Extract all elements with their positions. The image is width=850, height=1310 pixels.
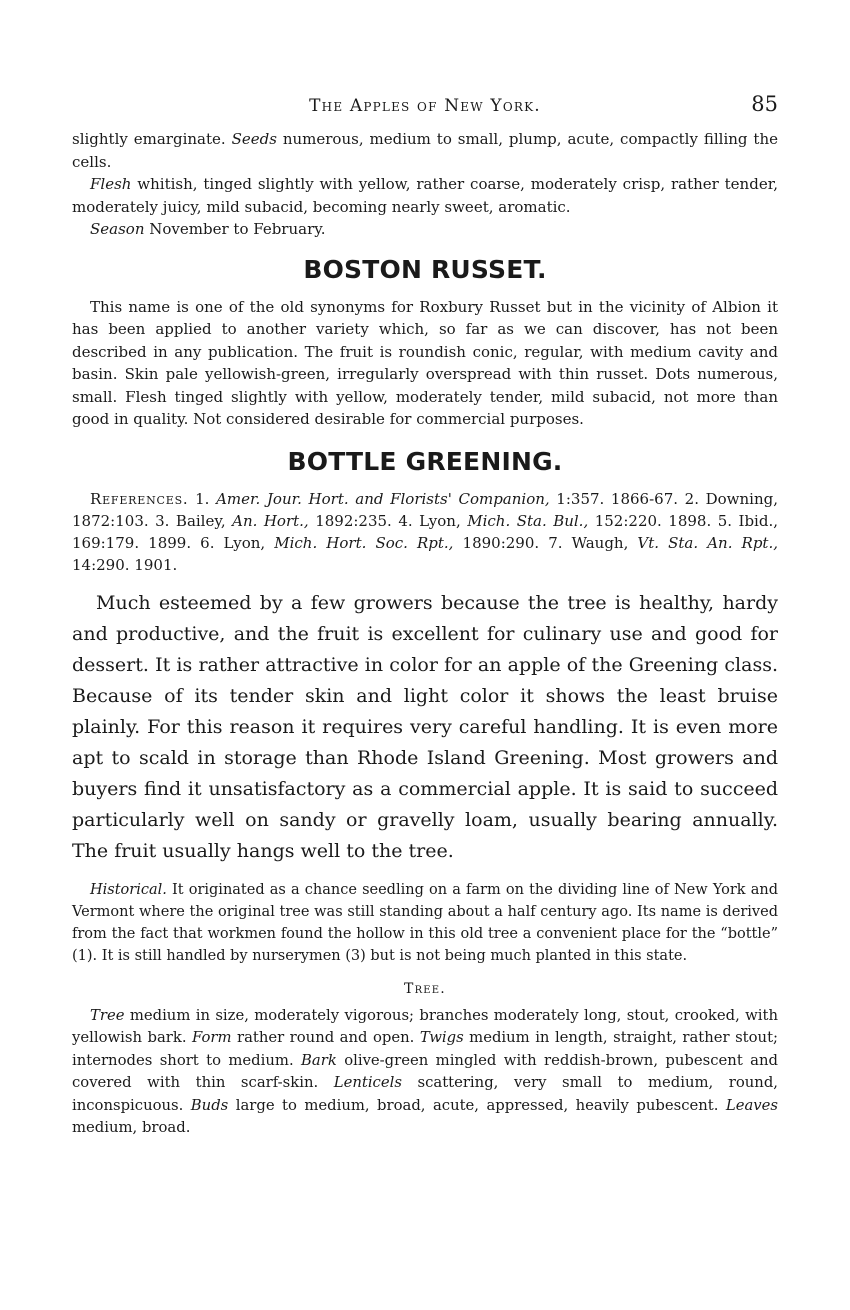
historical-label: Historical. [90, 881, 167, 898]
text-run: rather round and open. [231, 1029, 420, 1046]
bottle-greening-heading: BOTTLE GREENING. [287, 446, 563, 476]
text-run: It originated as a chance seedling on a farm on the dividing line of New York and Vermont where the original tree was still standing about a half century ago. Its name is derived from the fact that workmen found the hollow in this old tree a convenient place for the “bottle” (1). It is still handled by nurserymen (3) but is not being much planted in this state. [72, 881, 778, 964]
text-run: 7. Waugh, [548, 533, 638, 552]
flesh-paragraph [72, 173, 778, 218]
text-run: 2. Downing, 1872:103. [72, 489, 778, 530]
keyword-seeds: Seeds [231, 130, 277, 148]
running-title: The Apples of New York. [309, 96, 541, 116]
page-number: 85 [751, 92, 778, 116]
text-run: numerous, medium to small, plump, acute, compactly filling the cells. [72, 130, 779, 171]
text-run: 5. Ibid., 169:179. 1899. [72, 511, 778, 552]
keyword-bark: Bark [301, 1051, 337, 1069]
boston-russet-paragraph: This name is one of the old synonyms for Roxbury Russet but in the vicinity of Albion it has been applied to another variety which, so far as we can discover, has not been described in any publication. The fruit is roundish conic, regular, with medium cavity and basin. Skin pale yellowish-green, irregularly overspread with thin russet. Dots numerous, small. Flesh tinged slightly with yellow, moderately tender, mild subacid, not more than good in quality. Not considered desirable for commercial purposes. [72, 297, 778, 428]
continued-seeds-paragraph [72, 128, 778, 173]
text-run: large to medium, broad, acute, appressed, heavily pubescent. [228, 1096, 726, 1114]
text-run: November to February. [144, 220, 326, 238]
text-run: whitish, tinged slightly with yellow, rather coarse, moderately crisp, rather tender, moderately juicy, mild subacid, becoming nearly sweet, aromatic. [72, 175, 778, 216]
keyword-form: Form [192, 1029, 232, 1046]
keyword-leaves: Leaves [725, 1096, 778, 1114]
tree-paragraph [72, 1005, 778, 1140]
keyword-lenticels: Lenticels [333, 1074, 402, 1091]
historical-paragraph [72, 879, 778, 967]
boston-russet-heading: BOSTON RUSSET. [303, 254, 547, 284]
season-paragraph [72, 218, 778, 241]
text-run: 152:220. 1898. [588, 511, 718, 530]
text-run: 6. Lyon, [200, 533, 275, 552]
reference-source: Mich. Hort. Soc. Rpt., [274, 533, 454, 552]
reference-source: Amer. Jour. Hort. and Florists' Companion, [216, 489, 550, 508]
reference-source: Vt. Sta. An. Rpt., [637, 533, 778, 552]
keyword-buds: Buds [190, 1096, 229, 1114]
text-run: medium in length, straight, rather stout; internodes short to medium. [72, 1029, 778, 1069]
text-run: 14:290. 1901. [72, 555, 178, 574]
reference-source: Mich. Sta. Bul., [467, 511, 589, 530]
book-page [72, 92, 778, 1140]
text-run: 1. [188, 489, 217, 508]
tree-subheading: Tree. [404, 980, 446, 997]
text-run: slightly emarginate. [72, 130, 232, 148]
text-run: medium, broad. [72, 1119, 191, 1136]
references-label: References. [90, 489, 189, 508]
references-paragraph [72, 488, 778, 576]
keyword-season: Season [90, 220, 145, 238]
text-run: scattering, very small to medium, round, inconspicuous. [72, 1074, 779, 1114]
keyword-tree: Tree [90, 1006, 125, 1024]
text-run: 1892:235. [308, 511, 399, 530]
text-run: olive-green mingled with reddish-brown, pubescent and covered with thin scarf-skin. [72, 1051, 778, 1091]
text-run: 3. Bailey, [155, 511, 233, 530]
running-head [72, 92, 778, 128]
text-run: 4. Lyon, [398, 511, 468, 530]
text-run: medium in size, moderately vigorous; branches moderately long, stout, crooked, with yellowish bark. [72, 1006, 778, 1046]
keyword-flesh: Flesh [90, 175, 132, 193]
text-run: 1890:290. [453, 533, 549, 552]
bottle-greening-description: Much esteemed by a few growers because the tree is healthy, hardy and productive, and the fruit is excellent for culinary use and good for dessert. It is rather attractive in color for an apple of the Greening class. Because of its tender skin and light color it shows the least bruise plainly. For this reason it requires very careful handling. It is even more apt to scald in storage than Rhode Island Greening. Most growers and buyers find it unsatisfactory as a commercial apple. It is said to succeed particularly well on sandy or gravelly loam, usually bearing annually. The fruit usually hangs well to the tree. [72, 591, 778, 862]
text-run: 1:357. 1866-67. [549, 489, 685, 508]
reference-source: An. Hort., [232, 511, 309, 530]
keyword-twigs: Twigs [419, 1029, 464, 1046]
